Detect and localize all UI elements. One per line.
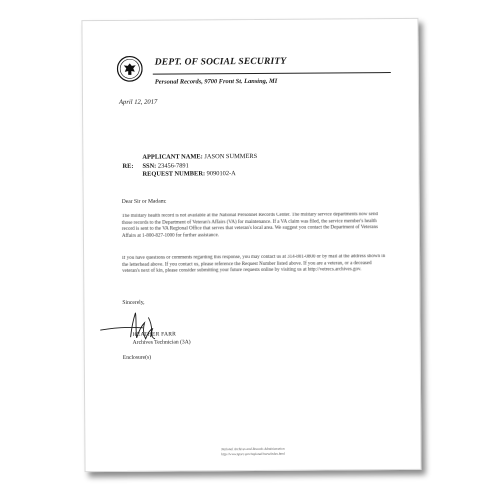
ssn-label: SSN: [142,162,157,170]
body-paragraph-1: The military health record is not available at the National Personnel Records Center. The military service departments now send those records to the Department of Veteran's Affairs (VA) for maintenance. If a VA claim was filed, the service member's health record is sent to the VA Regional Office that serves that veteran's local area. We suggest you contact the Department of Veterans Affairs at 1-800-827-1000 for further assistance. [121,212,378,239]
re-label: RE: [122,162,134,170]
salutation: Dear Sir or Madam: [121,198,167,205]
closing: Sincerely, [122,299,145,306]
request-line [142,170,257,179]
ssn-value: 23456-7891 [157,162,189,170]
reference-block [142,153,257,180]
letterhead-divider [153,72,391,75]
footer-url: http://www.npsrc.gov/regional/nara/index.html [221,451,285,457]
signer-name: HEATHER FARR [132,331,177,338]
body-paragraph-2: If you have questions or comments regarding this response, you may contact us at 314-801-0800 or by mail at the address shown in the letterhead above. If you contact us, please reference the Request Number listed above. If you are a veteran, or a deceased veteran's next of kin, please consider submitting your future requests online by visiting us at http://vetrecs.archives.gov. [122,254,386,275]
agency-name: DEPT. OF SOCIAL SECURITY [154,56,287,68]
request-label: REQUEST NUMBER: [142,170,206,178]
request-value: 9090102-A [206,170,236,178]
eagle-seal-icon [117,56,143,82]
letter-date: April 12, 2017 [118,98,158,106]
enclosure-note: Enclosure(s) [122,354,152,361]
applicant-value: JASON SUMMERS [204,152,258,161]
footer-organization: National Archives and Records Administration [221,446,285,452]
applicant-label: APPLICANT NAME: [142,153,203,161]
applicant-line [142,153,257,162]
agency-address: Personal Records, 9700 Front St. Lansing, MI [154,77,278,86]
signer-title: Archives Technician (3A) [132,339,191,346]
letter-page [81,18,421,472]
